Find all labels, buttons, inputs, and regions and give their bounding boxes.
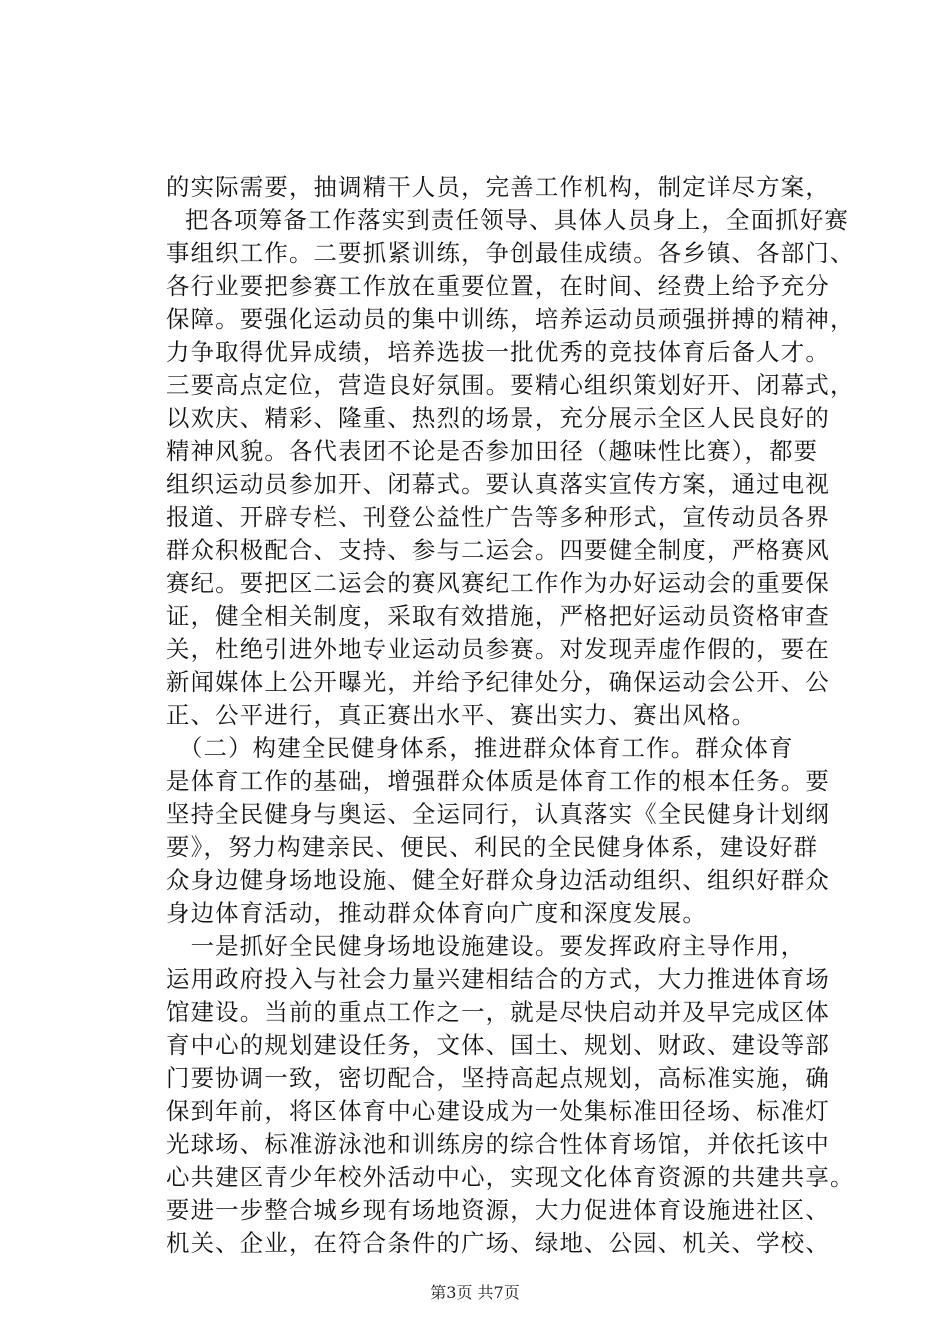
text-line: 报道、开辟专栏、刊登公益性广告等多种形式，宣传动员各界 [166,503,830,531]
text-line: 保到年前，将区体育中心建设成为一处集标准田径场、标准灯 [166,1097,830,1125]
paragraph-start-line: （二）构建全民健身体系，推进群众体育工作。群众体育 [166,734,794,762]
text-line: 要进一步整合城乡现有场地资源，大力促进体育设施进社区、 [166,1196,830,1224]
text-line: 精神风貌。各代表团不论是否参加田径（趣味性比赛），都要 [166,437,819,465]
text-line: 新闻媒体上公开曝光，并给予纪律处分，确保运动会公开、公 [166,668,830,696]
text-line: 三要高点定位，营造良好氛围。要精心组织策划好开、闭幕式， [166,371,855,399]
text-line: 育中心的规划建设任务，文体、国土、规划、财政、建设等部 [166,1031,830,1059]
text-line: 的实际需要，抽调精干人员，完善工作机构，制定详尽方案， [166,173,830,201]
text-line: 以欢庆、精彩、隆重、热烈的场景，充分展示全区人民良好的 [166,404,830,432]
text-line: 要》，努力构建亲民、便民、利民的全民健身体系，建设好群 [166,833,819,861]
text-line: 证，健全相关制度，采取有效措施，严格把好运动员资格审查 [166,602,830,630]
text-line: 群众积极配合、支持、参与二运会。四要健全制度，严格赛风 [166,536,830,564]
text-line: 把各项筹备工作落实到责任领导、具体人员身上，全面抓好赛 [185,206,849,234]
text-line: 事组织工作。二要抓紧训练，争创最佳成绩。各乡镇、各部门、 [166,239,855,267]
text-line: 身边体育活动，推动群众体育向广度和深度发展。 [166,899,707,927]
text-line: 赛纪。要把区二运会的赛风赛纪工作作为办好运动会的重要保 [166,569,830,597]
text-line: 众身边健身场地设施、健全好群众身边活动组织、组织好群众 [166,866,830,894]
page-footer: 第3页 共7页 [430,1283,520,1302]
text-line: 馆建设。当前的重点工作之一，就是尽快启动并及早完成区体 [166,998,830,1026]
text-line: 关，杜绝引进外地专业运动员参赛。对发现弄虚作假的，要在 [166,635,830,663]
text-line: 光球场、标准游泳池和训练房的综合性体育场馆，并依托该中 [166,1130,830,1158]
text-line: 门要协调一致，密切配合，坚持高起点规划，高标准实施，确 [166,1064,830,1092]
text-line: 保障。要强化运动员的集中训练，培养运动员顽强拼搏的精神， [166,305,855,333]
text-line: 各行业要把参赛工作放在重要位置，在时间、经费上给予充分 [166,272,830,300]
text-line: 运用政府投入与社会力量兴建相结合的方式，大力推进体育场 [166,965,830,993]
text-line: 力争取得优异成绩，培养选拔一批优秀的竞技体育后备人才。 [166,338,830,366]
text-line: 组织运动员参加开、闭幕式。要认真落实宣传方案，通过电视 [166,470,830,498]
text-line: 坚持全民健身与奥运、全运同行，认真落实《全民健身计划纲 [166,800,830,828]
paragraph-start-line: 一是抓好全民健身场地设施建设。要发挥政府主导作用， [166,932,806,960]
text-line: 机关、企业，在符合条件的广场、绿地、公园、机关、学校、 [166,1229,830,1257]
text-line: 正、公平进行，真正赛出水平、赛出实力、赛出风格。 [166,701,757,729]
text-line: 是体育工作的基础，增强群众体质是体育工作的根本任务。要 [166,767,830,795]
text-line: 心共建区青少年校外活动中心，实现文化体育资源的共建共享。 [166,1163,855,1191]
